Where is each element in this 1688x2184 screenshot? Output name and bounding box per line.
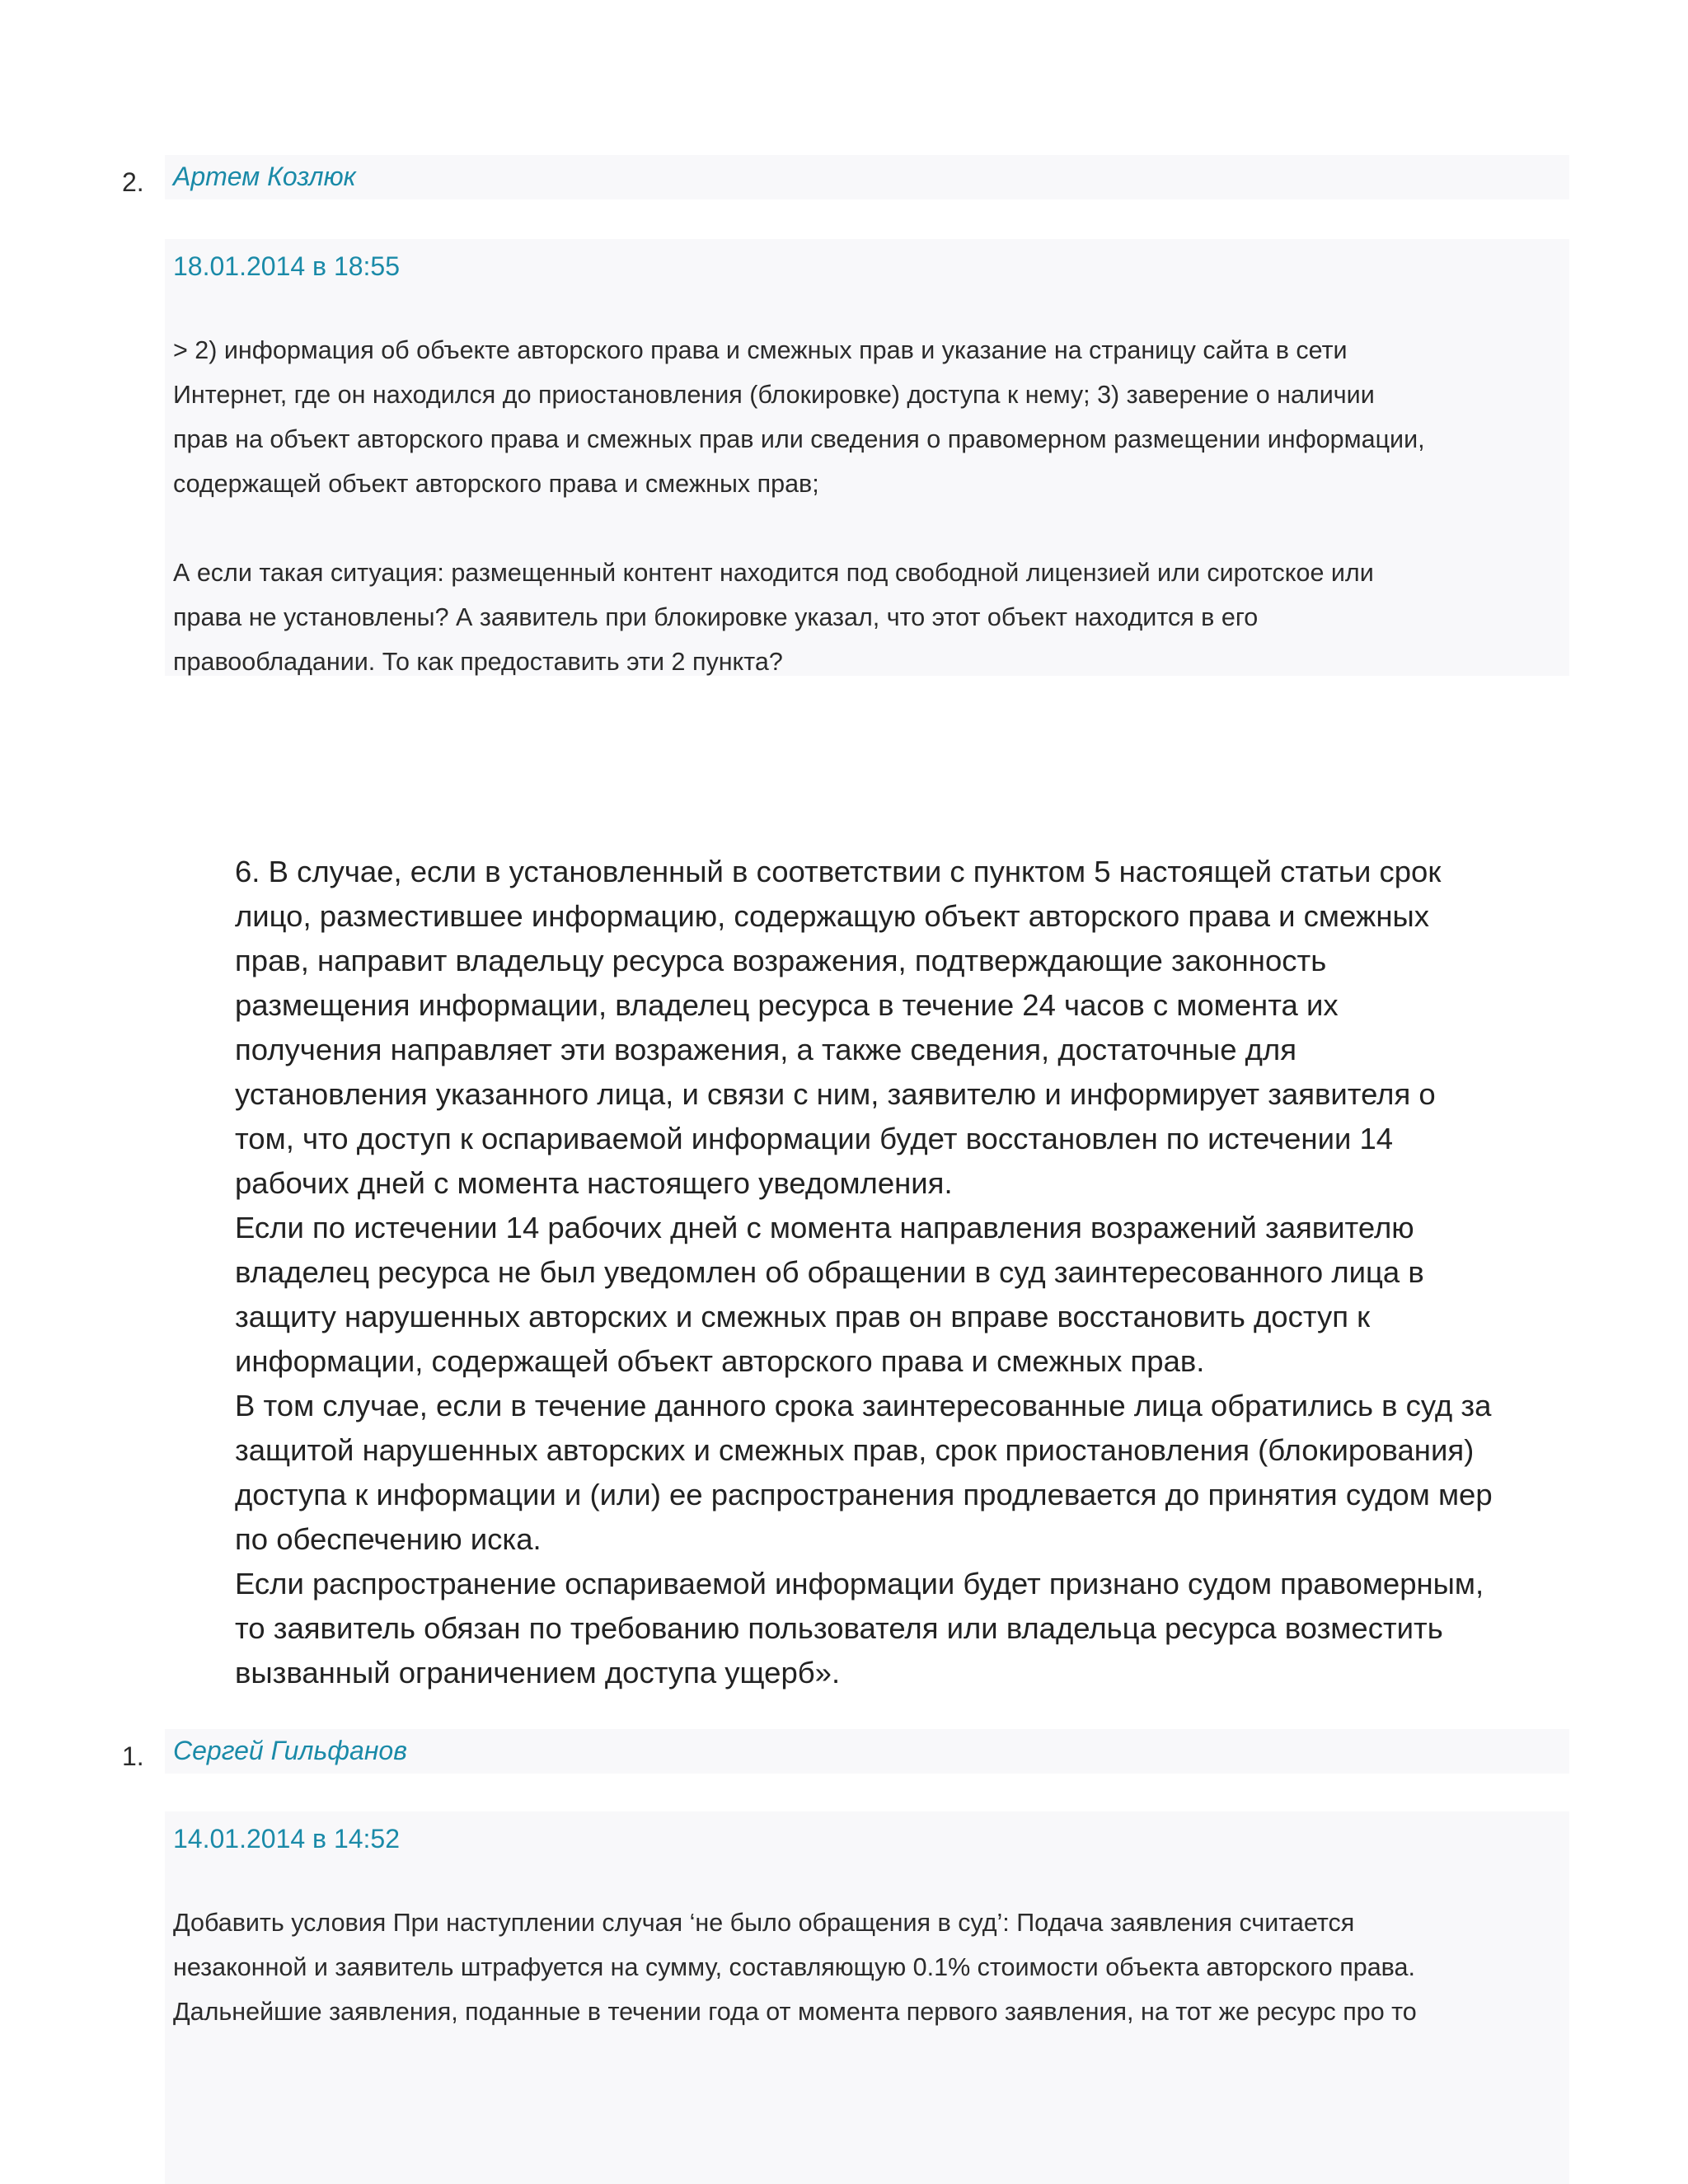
comment-paragraph: А если такая ситуация: размещенный контент находится под свободной лицензией или сиротское или права не установлены? А заявитель при блокировке указал, что этот объект находится в его правообладании. То как предоставить эти 2 пункта?	[173, 559, 1374, 676]
comment-author-band	[165, 1729, 1569, 1774]
comment-body	[165, 239, 1569, 676]
comment-date-link[interactable]: 18.01.2014 в 18:55	[173, 251, 401, 281]
quote-line: защиту нарушенных авторских и смежных прав он вправе восстановить доступ к	[235, 1300, 1371, 1333]
quote-line: 6. В случае, если в установленный в соответствии с пунктом 5 настоящей статьи срок	[235, 855, 1442, 888]
quote-line: установления указанного лица, и связи с ним, заявителю и информирует заявителя о	[235, 1077, 1436, 1111]
quote-line: то заявитель обязан по требованию пользователя или владельца ресурса возместить	[235, 1611, 1443, 1645]
quote-line: защитой нарушенных авторских и смежных прав, срок приостановления (блокирования)	[235, 1433, 1475, 1467]
comment-number: 1.	[122, 1741, 144, 1771]
quote-line: рабочих дней с момента настоящего уведомления.	[235, 1166, 953, 1200]
quote-line: вызванный ограничением доступа ущерб».	[235, 1656, 841, 1690]
quote-line: информации, содержащей объект авторского права и смежных прав.	[235, 1344, 1205, 1378]
quote-line: размещения информации, владелец ресурса в течение 24 часов с момента их	[235, 988, 1339, 1022]
comment-author-band	[165, 155, 1569, 199]
comment-author-link[interactable]: Артем Козлюк	[173, 162, 356, 191]
quote-line: доступа к информации и (или) ее распространения продлевается до принятия судом мер	[235, 1478, 1493, 1511]
quote-line: получения направляет эти возражения, а также сведения, достаточные для	[235, 1033, 1296, 1066]
quote-line: Если распространение оспариваемой информации будет признано судом правомерным,	[235, 1567, 1484, 1601]
comment-body	[165, 1811, 1569, 2184]
comment-paragraph: Добавить условия При наступлении случая ‘не было обращения в суд’: Подача заявления считается незаконной и заявитель штрафуется на сумму, составляющую 0.1% стоимости объекта авторского права. Дальнейшие заявления, поданные в течении года от момента первого заявления, на тот же ресурс про то	[173, 1909, 1417, 2026]
quote-line: Если по истечении 14 рабочих дней с момента направления возражений заявителю	[235, 1211, 1414, 1244]
quote-line: В том случае, если в течение данного срока заинтересованные лица обратились в суд за	[235, 1389, 1492, 1422]
quote-line: владелец ресурса не был уведомлен об обращении в суд заинтересованного лица в	[235, 1255, 1424, 1289]
quote-line: лицо, разместившее информацию, содержащую объект авторского права и смежных	[235, 899, 1429, 933]
comment-number: 2.	[122, 167, 144, 197]
quoted-article-text	[235, 850, 1587, 1695]
comment-author-link[interactable]: Сергей Гильфанов	[173, 1736, 407, 1765]
comment-date-link[interactable]: 14.01.2014 в 14:52	[173, 1824, 401, 1854]
quote-line: по обеспечению иска.	[235, 1522, 542, 1556]
comment-paragraph: > 2) информация об объекте авторского права и смежных прав и указание на страницу сайта в сети Интернет, где он находился до приостановления (блокировке) доступа к нему; 3) заверение о наличии прав на объект авторского права и смежных прав или сведения о правомерном размещении информации, содержащей объект авторского права и смежных прав;	[173, 336, 1425, 498]
quote-line: прав, направит владельцу ресурса возражения, подтверждающие законность	[235, 944, 1327, 977]
quote-line: том, что доступ к оспариваемой информации будет восстановлен по истечении 14	[235, 1122, 1394, 1155]
